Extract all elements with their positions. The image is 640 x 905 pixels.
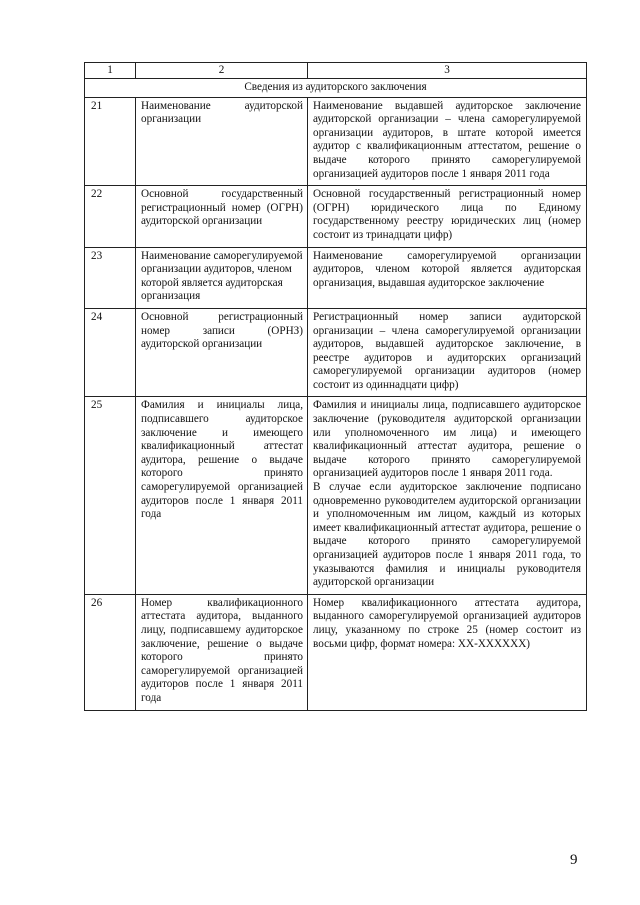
- row-number: 21: [85, 97, 136, 186]
- row-number: 26: [85, 594, 136, 710]
- row-number: 22: [85, 186, 136, 247]
- row-name: Основной регистрационный номер записи (ОРНЗ) аудиторской организации: [136, 308, 308, 397]
- row-description: [308, 397, 587, 594]
- document-table-container: [84, 62, 586, 711]
- table-row: [85, 397, 587, 594]
- table-row: [85, 247, 587, 308]
- row-name: Наименование аудиторской организации: [136, 97, 308, 186]
- description-paragraph: Наименование выдавшей аудиторское заключение аудиторской организации – члена саморегулируемой организации аудиторов, в штате которой имеется аудитор с квалификационным аттестатом, решение о выдаче которого принято саморегулируемой организацией аудиторов после 1 января 2011 года: [313, 99, 581, 180]
- section-title: Сведения из аудиторского заключения: [85, 79, 587, 98]
- description-paragraph: Наименование саморегулируемой организации аудиторов, членом которой является аудиторская организация, выдавшая аудиторское заключение: [313, 249, 581, 289]
- row-description: [308, 247, 587, 308]
- description-paragraph: Фамилия и инициалы лица, подписавшего аудиторское заключение (руководителя аудиторской организации или уполномоченного им лица) и имеющего квалификационный аттестат аудитора, решение о выдаче которого принято саморегулируемой организацией аудиторов после 1 января 2011 года.: [313, 399, 581, 480]
- description-paragraph: В случае если аудиторское заключение подписано одновременно руководителем аудиторской организации и уполномоченным им лицом, каждый из которых имеет квалификационный аттестат аудитора, решение о выдаче которого принято саморегулируемой организацией аудиторов после 1 января 2011 года, то указываются фамилия и инициалы руководителя аудиторской организации: [313, 481, 581, 589]
- description-paragraph: Основной государственный регистрационный номер (ОГРН) юридического лица по Единому государственному реестру юридических лиц (номер состоит из тринадцати цифр): [313, 188, 581, 241]
- description-paragraph: Регистрационный номер записи аудиторской организации – члена саморегулируемой организации аудиторов, выдавшей аудиторское заключение, в реестре аудиторов и аудиторских организаций саморегулируемой организации аудиторов (номер состоит из одиннадцати цифр): [313, 310, 581, 391]
- row-description: [308, 594, 587, 710]
- row-number: 25: [85, 397, 136, 594]
- table-row: [85, 97, 587, 186]
- row-description: [308, 308, 587, 397]
- row-name: Фамилия и инициалы лица, подписавшего аудиторское заключение и имеющего квалификационный аттестат аудитора, решение о выдаче которого принято саморегулируемой организацией аудиторов после 1 января 2011 года: [136, 397, 308, 594]
- table-row: [85, 308, 587, 397]
- header-col-1: 1: [85, 63, 136, 79]
- section-row: [85, 79, 587, 98]
- table-row: [85, 186, 587, 247]
- row-description: [308, 97, 587, 186]
- row-name: Номер квалификационного аттестата аудитора, выданного лицу, подписавшему аудиторское заключение, решение о выдаче которого принято саморегулируемой организацией аудиторов после 1 января 2011 года: [136, 594, 308, 710]
- table-header-row: [85, 63, 587, 79]
- table-row: [85, 594, 587, 710]
- description-paragraph: Номер квалификационного аттестата аудитора, выданного саморегулируемой организацией аудиторов лицу, указанному по строке 25 (номер состоит из восьми цифр, формат номера: XX-XXXXXX): [313, 596, 581, 650]
- row-name: Наименование саморегулируемой организации аудиторов, членом которой является аудиторская организация: [136, 247, 308, 308]
- row-number: 24: [85, 308, 136, 397]
- page-number: 9: [570, 852, 578, 868]
- header-col-3: 3: [308, 63, 587, 79]
- row-number: 23: [85, 247, 136, 308]
- row-name: Основной государственный регистрационный номер (ОГРН) аудиторской организации: [136, 186, 308, 247]
- requisites-table: [84, 62, 587, 711]
- header-col-2: 2: [136, 63, 308, 79]
- row-description: [308, 186, 587, 247]
